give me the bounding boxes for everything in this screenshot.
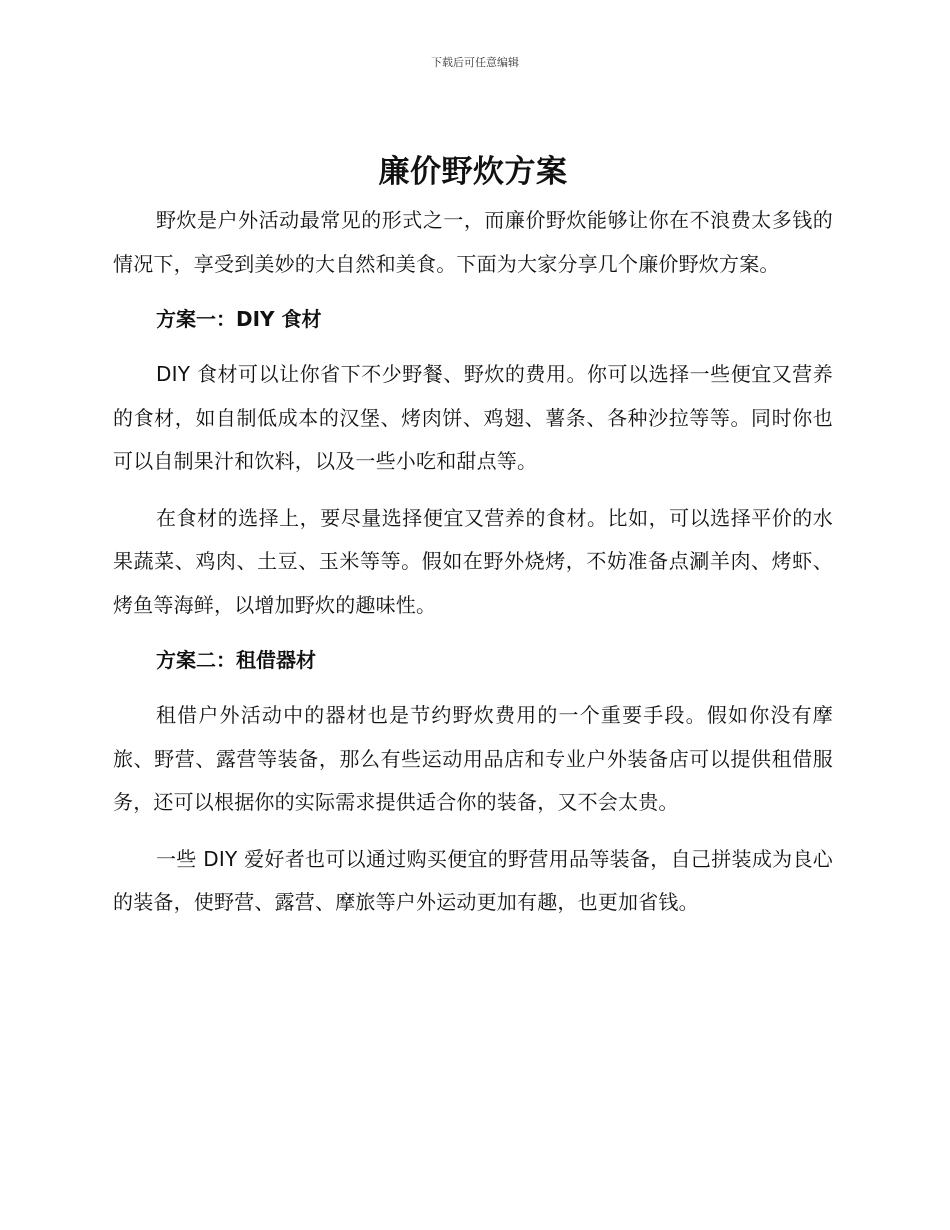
section-heading-diy-ingredients: 方案一：DIY 食材 [156, 307, 322, 331]
document-title: 廉价野炊方案 [378, 154, 568, 190]
section2-paragraph-2: 一些 DIY 爱好者也可以通过购买便宜的野营用品等装备，自己拼装成为良心的装备，使野营、露营、摩旅等户外运动更加有趣，也更加省钱。 [113, 846, 833, 914]
document-body [113, 150, 833, 925]
intro-paragraph: 野炊是户外活动最常见的形式之一，而廉价野炊能够让你在不浪费太多钱的情况下，享受到美妙的大自然和美食。下面为大家分享几个廉价野炊方案。 [113, 208, 833, 276]
section1-paragraph-1: DIY 食材可以让你省下不少野餐、野炊的费用。你可以选择一些便宜又营养的食材，如自制低成本的汉堡、烤肉饼、鸡翅、薯条、各种沙拉等等。同时你也可以自制果汁和饮料，以及一些小吃和甜点等。 [113, 362, 833, 473]
section-heading-rent-equipment: 方案二：租借器材 [156, 648, 316, 672]
section1-paragraph-2: 在食材的选择上，要尽量选择便宜又营养的食材。比如，可以选择平价的水果蔬菜、鸡肉、土豆、玉米等等。假如在野外烧烤，不妨准备点涮羊肉、烤虾、烤鱼等海鲜，以增加野炊的趣味性。 [113, 505, 833, 617]
page-header-note: 下载后可任意编辑 [431, 56, 519, 69]
section2-paragraph-1: 租借户外活动中的器材也是节约野炊费用的一个重要手段。假如你没有摩旅、野营、露营等装备，那么有些运动用品店和专业户外装备店可以提供租借服务，还可以根据你的实际需求提供适合你的装备，又不会太贵。 [113, 703, 833, 814]
